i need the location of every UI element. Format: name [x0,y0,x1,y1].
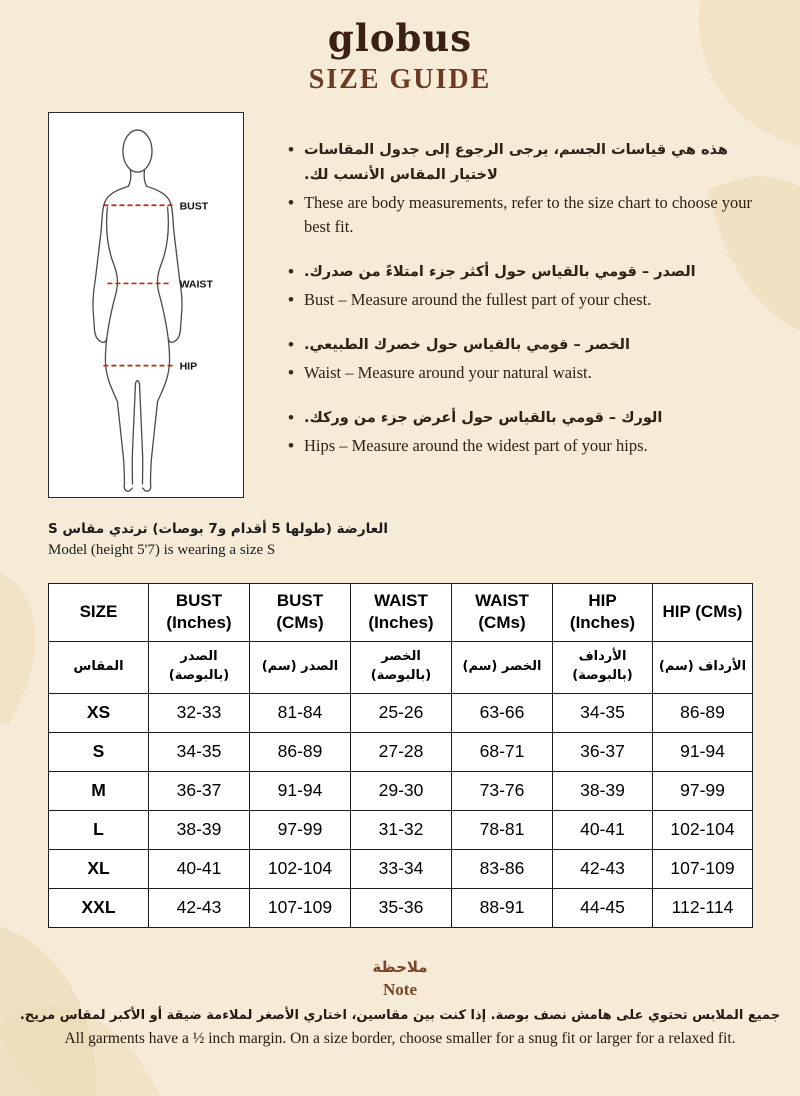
value-cell: 63-66 [452,693,553,732]
header-cell: HIP (CMs) [653,583,753,641]
instruction-text-en: Hips – Measure around the widest part of your hips. [303,435,648,455]
bullet-icon: • [288,334,294,354]
header-cell: WAIST (CMs) [452,583,553,641]
bullet-icon: • [288,435,294,455]
instruction-text-en: Bust – Measure around the fullest part of your chest. [303,289,652,309]
value-cell: 102-104 [250,849,351,888]
note-body-en: All garments have a ½ inch margin. On a size border, choose smaller for a snug fit or larger for a relaxed fit. [64,1029,736,1047]
instruction-text-ar: الورك – قومي بالقياس حول أعرض جزء من وركك. [303,409,663,426]
size-cell: S [49,732,149,771]
instruction-text-en: These are body measurements, refer to the size chart to choose your best fit. [303,192,753,236]
header-cell: WAIST (Inches) [351,583,452,641]
body-outline [93,130,182,491]
header-cell: BUST (CMs) [250,583,351,641]
page-title: SIZE GUIDE [308,63,492,95]
bullet-icon: • [288,362,294,382]
model-note-en: Model (height 5'7) is wearing a size S [48,541,276,558]
value-cell: 29-30 [351,771,452,810]
size-cell: XL [49,849,149,888]
value-cell: 102-104 [653,810,753,849]
value-cell: 107-109 [653,849,753,888]
value-cell: 68-71 [452,732,553,771]
instruction-group-hip [288,406,766,458]
table-row [49,888,753,927]
value-cell: 40-41 [553,810,653,849]
instruction-group-overview [288,138,766,239]
value-cell: 35-36 [351,888,452,927]
bust-label: BUST [179,199,209,212]
header [0,0,800,96]
instruction-list [288,112,766,498]
bullet-icon: • [288,407,294,427]
value-cell: 83-86 [452,849,553,888]
value-cell: 86-89 [653,693,753,732]
table-row [49,693,753,732]
header-cell: SIZE [49,583,149,641]
note-section [0,956,800,1050]
instruction-ar [288,406,766,431]
value-cell: 42-43 [553,849,653,888]
instruction-ar [288,138,766,188]
waist-label: WAIST [179,278,213,291]
header-cell-ar: الأرداف (بالبوصة) [553,641,653,693]
value-cell: 44-45 [553,888,653,927]
value-cell: 78-81 [452,810,553,849]
value-cell: 81-84 [250,693,351,732]
size-cell: XS [49,693,149,732]
value-cell: 36-37 [553,732,653,771]
bullet-icon: • [288,261,294,281]
value-cell: 40-41 [149,849,250,888]
value-cell: 38-39 [149,810,250,849]
table-row [49,810,753,849]
size-cell: L [49,810,149,849]
header-row-en [49,583,753,641]
instruction-text-ar: الخصر – قومي بالقياس حول خصرك الطبيعي. [303,336,630,353]
header-cell: HIP (Inches) [553,583,653,641]
value-cell: 112-114 [653,888,753,927]
header-cell-ar: الخصر (بالبوصة) [351,641,452,693]
note-body-ar: جميع الملابس تحتوي على هامش نصف بوصة. إذا كنت بين مقاسين، اختاري الأصغر لملاءمة ضيقة أو الأكبر لمقاس مريح. [19,1007,781,1023]
measurement-section [48,112,800,498]
instruction-en [288,434,766,458]
hip-label: HIP [179,360,198,373]
value-cell: 25-26 [351,693,452,732]
figure-svg [49,113,243,497]
header-cell-ar: الخصر (سم) [452,641,553,693]
value-cell: 33-34 [351,849,452,888]
value-cell: 86-89 [250,732,351,771]
value-cell: 31-32 [351,810,452,849]
size-table [48,583,753,928]
value-cell: 97-99 [250,810,351,849]
body-measurement-diagram [48,112,244,498]
bullet-icon: • [288,139,294,159]
value-cell: 91-94 [250,771,351,810]
size-cell: XXL [49,888,149,927]
instruction-en [288,361,766,385]
note-title-ar: ملاحظة [372,957,428,976]
value-cell: 36-37 [149,771,250,810]
header-cell-ar: الصدر (بالبوصة) [149,641,250,693]
header-cell-ar: الصدر (سم) [250,641,351,693]
instruction-text-ar: هذه هي قياسات الجسم، يرجى الرجوع إلى جدول المقاسات لاختيار المقاس الأنسب لك. [303,141,728,183]
header-row-ar [49,641,753,693]
bullet-icon: • [288,289,294,309]
value-cell: 27-28 [351,732,452,771]
measurement-lines [103,205,175,365]
table-row [49,732,753,771]
header-cell-ar: الأرداف (سم) [653,641,753,693]
header-cell-ar: المقاس [49,641,149,693]
instruction-ar [288,333,766,358]
note-title-en: Note [383,979,417,999]
table-row [49,849,753,888]
value-cell: 34-35 [149,732,250,771]
value-cell: 42-43 [149,888,250,927]
instruction-text-ar: الصدر – قومي بالقياس حول أكثر جزء امتلاءً من صدرك. [303,263,696,280]
instruction-ar [288,260,766,285]
value-cell: 73-76 [452,771,553,810]
model-note-ar: العارضة (طولها 5 أقدام و7 بوصات) ترتدي مقاس S [48,520,388,537]
instruction-group-waist [288,333,766,385]
instruction-en [288,288,766,312]
value-cell: 88-91 [452,888,553,927]
bullet-icon: • [288,192,294,212]
instruction-en [288,191,766,239]
header-cell: BUST (Inches) [149,583,250,641]
size-cell: M [49,771,149,810]
instruction-group-bust [288,260,766,312]
value-cell: 97-99 [653,771,753,810]
model-note [48,518,800,561]
instruction-text-en: Waist – Measure around your natural waist. [303,362,592,382]
brand-logo: globus [327,16,473,60]
value-cell: 91-94 [653,732,753,771]
table-row [49,771,753,810]
value-cell: 38-39 [553,771,653,810]
value-cell: 34-35 [553,693,653,732]
value-cell: 107-109 [250,888,351,927]
value-cell: 32-33 [149,693,250,732]
